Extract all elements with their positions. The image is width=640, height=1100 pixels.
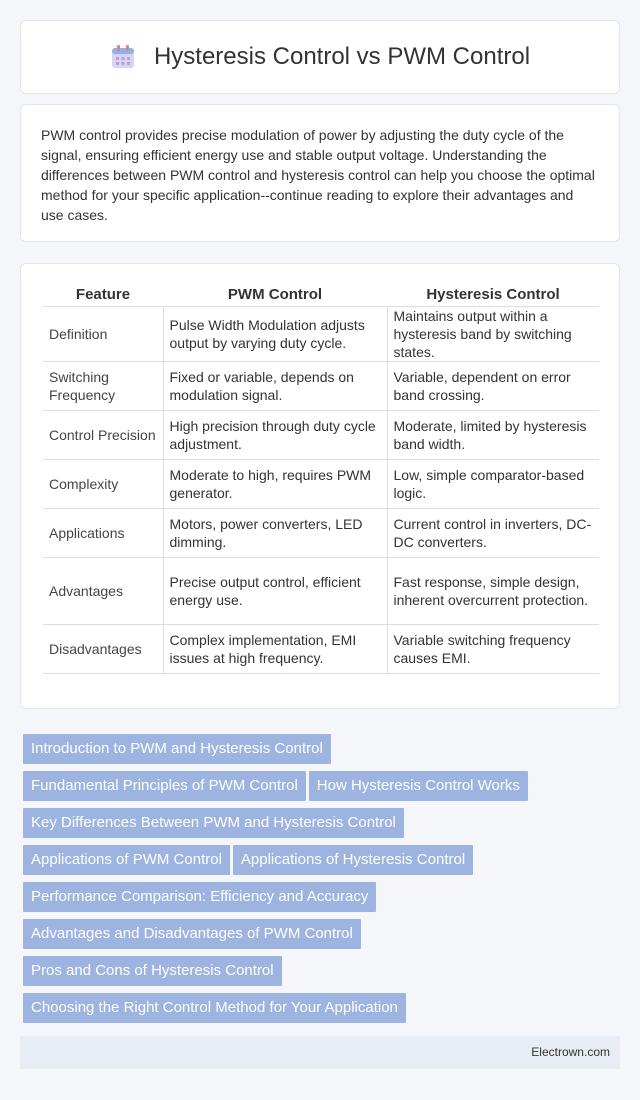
topic-link[interactable]: Performance Comparison: Efficiency and Accuracy (23, 882, 376, 912)
table-cell-feature: Disadvantages (43, 624, 163, 673)
page-title: Hysteresis Control vs PWM Control (153, 43, 531, 70)
table-cell-pwm: High precision through duty cycle adjustment. (163, 410, 387, 459)
topic-link[interactable]: Choosing the Right Control Method for Your Application (23, 993, 406, 1023)
table-cell-pwm: Motors, power converters, LED dimming. (163, 508, 387, 557)
topic-link[interactable]: Fundamental Principles of PWM Control (23, 771, 306, 801)
table-row (43, 624, 599, 673)
table-cell-hysteresis: Variable, dependent on error band crossing. (387, 361, 599, 410)
topic-link[interactable]: Applications of Hysteresis Control (233, 845, 473, 875)
topic-links (23, 734, 603, 1030)
table-header-row (43, 284, 599, 306)
topic-link[interactable]: Applications of PWM Control (23, 845, 230, 875)
table-row (43, 508, 599, 557)
topic-link[interactable]: Advantages and Disadvantages of PWM Control (23, 919, 361, 949)
table-cell-pwm: Moderate to high, requires PWM generator. (163, 459, 387, 508)
topic-link[interactable]: Pros and Cons of Hysteresis Control (23, 956, 282, 986)
column-header-feature: Feature (43, 284, 163, 306)
table-cell-hysteresis: Current control in inverters, DC-DC converters. (387, 508, 599, 557)
comparison-table-card (20, 263, 620, 709)
calendar-icon (110, 44, 136, 70)
table-cell-feature: Advantages (43, 557, 163, 624)
table-cell-pwm: Complex implementation, EMI issues at high frequency. (163, 624, 387, 673)
topic-link[interactable]: Key Differences Between PWM and Hysteresis Control (23, 808, 404, 838)
column-header-pwm: PWM Control (163, 284, 387, 306)
table-cell-hysteresis: Fast response, simple design, inherent overcurrent protection. (387, 557, 599, 624)
comparison-table (43, 284, 599, 674)
footer (20, 1036, 620, 1069)
footer-site-name: Electrown.com (531, 1045, 610, 1059)
table-cell-hysteresis: Maintains output within a hysteresis band by switching states. (387, 306, 599, 361)
column-header-hysteresis: Hysteresis Control (387, 284, 599, 306)
title-card (20, 20, 620, 94)
intro-card (20, 104, 620, 242)
table-cell-hysteresis: Moderate, limited by hysteresis band width. (387, 410, 599, 459)
table-row (43, 459, 599, 508)
table-cell-pwm: Precise output control, efficient energy use. (163, 557, 387, 624)
table-cell-hysteresis: Low, simple comparator-based logic. (387, 459, 599, 508)
table-cell-feature: Complexity (43, 459, 163, 508)
table-cell-feature: Switching Frequency (43, 361, 163, 410)
topic-link[interactable]: How Hysteresis Control Works (309, 771, 528, 801)
table-cell-feature: Applications (43, 508, 163, 557)
table-row (43, 306, 599, 361)
table-cell-pwm: Fixed or variable, depends on modulation signal. (163, 361, 387, 410)
intro-text: PWM control provides precise modulation of power by adjusting the duty cycle of the signal, ensuring efficient energy use and stable output voltage. Understanding the differences between PWM control and hysteresis control can help you choose the optimal method for your specific application--continue reading to explore their advantages and use cases. (41, 127, 595, 223)
table-cell-pwm: Pulse Width Modulation adjusts output by varying duty cycle. (163, 306, 387, 361)
table-row (43, 557, 599, 624)
table-row (43, 410, 599, 459)
table-cell-hysteresis: Variable switching frequency causes EMI. (387, 624, 599, 673)
table-cell-feature: Control Precision (43, 410, 163, 459)
table-cell-feature: Definition (43, 306, 163, 361)
table-row (43, 361, 599, 410)
topic-link[interactable]: Introduction to PWM and Hysteresis Control (23, 734, 331, 764)
